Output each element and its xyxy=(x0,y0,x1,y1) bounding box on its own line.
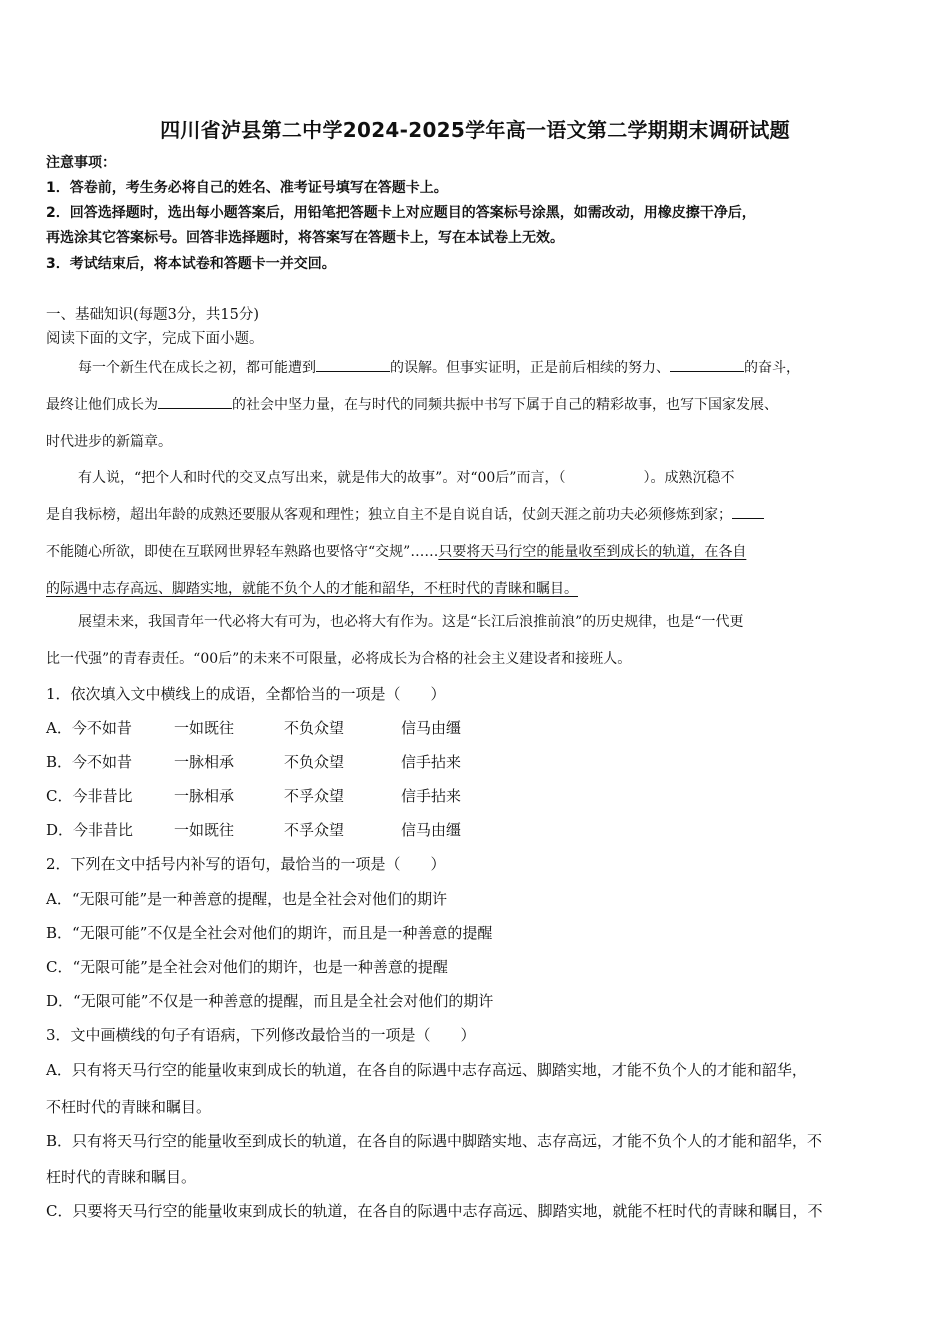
q1-option-a-word-4: 信马由缰 xyxy=(401,719,462,737)
blank-2 xyxy=(670,357,744,372)
passage-paragraph-3 xyxy=(46,604,904,678)
q1-option-d-label: D．今非昔比 xyxy=(46,821,134,839)
q1-option-c-label: C．今非昔比 xyxy=(46,787,133,805)
q1-option-c-word-3: 不孚众望 xyxy=(284,787,345,805)
underlined-sentence-part-1: 只要将天马行空的能量收至到成长的轨道，在各自 xyxy=(438,544,747,560)
blank-4 xyxy=(732,504,764,519)
notice-item-2: 2．回答选择题时，选出每小题答案后，用铅笔把答题卡上对应题目的答案标号涂黑，如需改动，用橡皮擦干净后， xyxy=(46,205,756,221)
q1-option-b-word-2: 一脉相承 xyxy=(174,753,235,771)
q1-option-c-word-4: 信手拈来 xyxy=(401,787,462,805)
p2-text-c: 是自我标榜，超出年龄的成熟还要服从客观和理性；独立自主不是自说自话，仗剑天涯之前功夫必须修炼到家； xyxy=(46,507,732,523)
q1-option-b-word-4: 信手拈来 xyxy=(401,753,462,771)
q1-option-c xyxy=(46,785,462,806)
q2-option-a: A．“无限可能”是一种善意的提醒，也是全社会对他们的期许 xyxy=(46,890,448,908)
q2-option-c: C．“无限可能”是全社会对他们的期许，也是一种善意的提醒 xyxy=(46,958,448,976)
q1-option-a-word-3: 不负众望 xyxy=(284,719,345,737)
p3-text-a: 展望未来，我国青年一代必将大有可为，也必将大有作为。这是“长江后浪推前浪”的历史规律，也是“一代更 xyxy=(78,614,744,630)
blank-3 xyxy=(158,394,232,409)
q3-option-a-line-2: 不枉时代的青睐和瞩目。 xyxy=(46,1098,212,1116)
q1-option-d-word-3: 不孚众望 xyxy=(284,821,345,839)
question-3-stem: 3．文中画横线的句子有语病，下列修改最恰当的一项是（ ） xyxy=(46,1026,476,1044)
q1-option-d-word-2: 一如既往 xyxy=(174,821,235,839)
q3-option-c-line-1: C．只要将天马行空的能量收束到成长的轨道，在各自的际遇中志存高远、脚踏实地，就能不枉时代的青睐和瞩目，不 xyxy=(46,1202,823,1220)
p1-text-c: 的奋斗， xyxy=(744,360,800,376)
passage-paragraph-2 xyxy=(46,460,904,608)
q3-option-b-line-2: 枉时代的青睐和瞩目。 xyxy=(46,1168,197,1186)
q2-option-d: D．“无限可能”不仅是一种善意的提醒，而且是全社会对他们的期许 xyxy=(46,992,494,1010)
p1-text-b: 的误解。但事实证明，正是前后相续的努力、 xyxy=(390,360,670,376)
underlined-sentence-part-2: 的际遇中志存高远、脚踏实地，就能不负个人的才能和韶华，不枉时代的青睐和瞩目。 xyxy=(46,581,578,597)
q1-option-b-label: B．今不如昔 xyxy=(46,753,133,771)
p1-text-a: 每一个新生代在成长之初，都可能遭到 xyxy=(78,360,316,376)
section-heading: 一、基础知识(每题3分，共15分) xyxy=(46,307,259,323)
question-1-stem: 1．依次填入文中横线上的成语，全都恰当的一项是（ ） xyxy=(46,685,446,703)
q3-option-a-line-1: A．只有将天马行空的能量收束到成长的轨道，在各自的际遇中志存高远、脚踏实地，才能不负个人的才能和韶华， xyxy=(46,1061,807,1079)
page-title: 四川省泸县第二中学2024-2025学年高一语文第二学期期末调研试题 xyxy=(160,118,790,142)
q3-option-b-line-1: B．只有将天马行空的能量收至到成长的轨道，在各自的际遇中脚踏实地、志存高远，才能不负个人的才能和韶华，不 xyxy=(46,1132,823,1150)
question-2-stem: 2．下列在文中括号内补写的语句，最恰当的一项是（ ） xyxy=(46,855,446,873)
q1-option-d-word-4: 信马由缰 xyxy=(401,821,462,839)
q1-option-a-word-2: 一如既往 xyxy=(174,719,235,737)
notice-item-2-cont: 再选涂其它答案标号。回答非选择题时，将答案写在答题卡上，写在本试卷上无效。 xyxy=(46,230,564,246)
q1-option-a xyxy=(46,717,462,738)
q2-option-b: B．“无限可能”不仅是全社会对他们的期许，而且是一种善意的提醒 xyxy=(46,924,493,942)
notice-item-1: 1．答卷前，考生务必将自己的姓名、准考证号填写在答题卡上。 xyxy=(46,180,448,196)
q1-option-b-word-3: 不负众望 xyxy=(284,753,345,771)
blank-1 xyxy=(316,357,390,372)
q1-option-d xyxy=(46,819,462,840)
notice-item-3: 3．考试结束后，将本试卷和答题卡一并交回。 xyxy=(46,256,336,272)
p1-text-d: 最终让他们成长为 xyxy=(46,397,158,413)
q1-option-a-label: A．今不如昔 xyxy=(46,719,132,737)
q1-option-c-word-2: 一脉相承 xyxy=(174,787,235,805)
p3-text-b: 比一代强”的青春责任。“00后”的未来不可限量，必将成长为合格的社会主义建设者和接班人。 xyxy=(46,651,632,667)
passage-paragraph-1 xyxy=(46,350,904,461)
p2-text-b: ）。成熟沉稳不 xyxy=(643,470,735,486)
p1-text-f: 时代进步的新篇章。 xyxy=(46,434,172,450)
q1-option-b xyxy=(46,751,462,772)
notice-heading: 注意事项： xyxy=(46,155,116,171)
p2-text-a: 有人说，“把个人和时代的交叉点写出来，就是伟大的故事”。对“00后”而言，（ xyxy=(78,470,566,486)
p1-text-e: 的社会中坚力量，在与时代的同频共振中书写下属于自己的精彩故事，也写下国家发展、 xyxy=(232,397,778,413)
p2-text-d: 不能随心所欲，即使在互联网世界轻车熟路也要恪守“交规”…… xyxy=(46,544,439,560)
section-instruction: 阅读下面的文字，完成下面小题。 xyxy=(46,331,264,347)
